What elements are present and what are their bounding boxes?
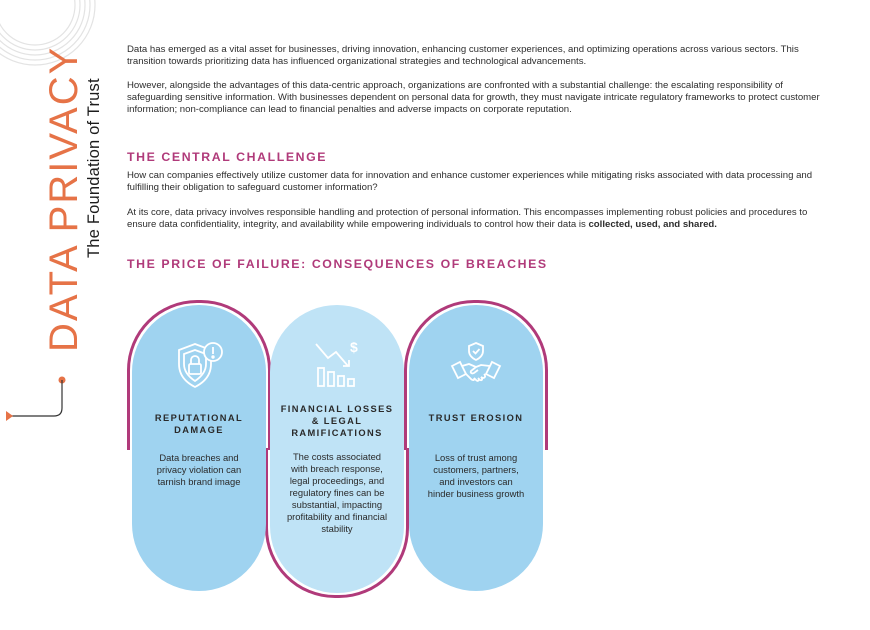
intro-section [127, 44, 827, 128]
card-description: Data breaches and privacy violation can tarnish brand image [156, 452, 242, 487]
central-challenge-heading: THE CENTRAL CHALLENGE [127, 150, 328, 164]
card-description: The costs associated with breach response, legal proceedings, and regulatory fines can be substantial, impacting profitability and financial stability [286, 451, 388, 534]
card-financial-losses [270, 305, 404, 593]
intro-paragraph-2: However, alongside the advantages of this data-centric approach, organizations are confronted with a substantial challenge: the escalating responsibility of safeguarding sensitive information. With businesses dependent on personal data for growth, they must navigate intricate regulatory frameworks to protect customer information; non-compliance can lead to financial penalties and adverse impacts on corporate reputation. [127, 80, 820, 115]
card-trust-erosion [409, 305, 543, 591]
svg-text:$: $ [350, 339, 358, 355]
side-subtitle: The Foundation of Trust [85, 78, 103, 258]
challenge-paragraph-2-text: At its core, data privacy involves responsible handling and protection of personal information. This encompasses implementing robust policies and procedures to ensure data confidentiality, integrity, and availability while empowering individuals to control how their data is [127, 207, 808, 230]
challenge-paragraph-2-bold: collected, used, and shared. [588, 219, 717, 230]
challenge-paragraph-2 [127, 207, 827, 231]
card-description: Loss of trust among customers, partners, and investors can hinder business growth [427, 452, 525, 499]
price-of-failure-heading: THE PRICE OF FAILURE: CONSEQUENCES OF BREACHES [127, 257, 548, 271]
card-title: REPUTATIONAL DAMAGE [154, 413, 244, 435]
declining-chart-dollar-icon [312, 338, 362, 395]
handshake-shield-icon [449, 340, 503, 393]
challenge-paragraph-1: How can companies effectively utilize customer data for innovation and enhance customer experiences while mitigating risks associated with data processing and fulfilling their obligation to safeguard customer information? [127, 170, 813, 193]
side-title: DATA PRIVACY [42, 45, 86, 352]
card-reputational-damage [132, 305, 266, 591]
decorative-connector [0, 370, 80, 430]
card-title: FINANCIAL LOSSES & LEGAL RAMIFICATIONS [280, 404, 394, 438]
card-title: TRUST EROSION [428, 413, 524, 423]
intro-paragraph-1: Data has emerged as a vital asset for businesses, driving innovation, enhancing customer experiences, and optimizing operations across various sectors. This transition towards prioritizing data has influenced organizational strategies and technological advancements. [127, 44, 799, 67]
shield-lock-alert-icon [173, 340, 225, 395]
